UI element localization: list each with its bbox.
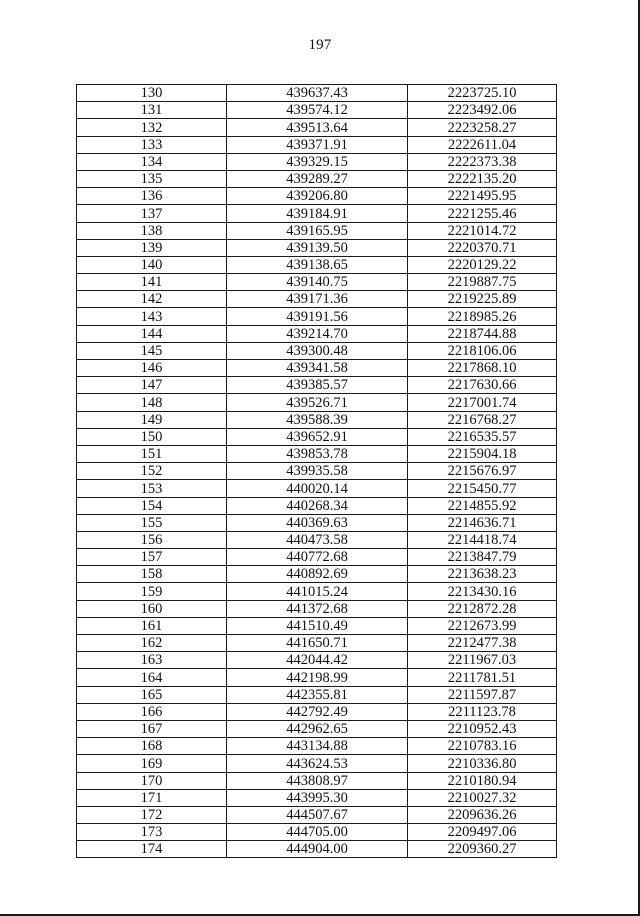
table-row xyxy=(77,841,557,858)
x-coordinate-cell: 443624.53 xyxy=(227,755,408,772)
y-coordinate-cell: 2223725.10 xyxy=(408,85,557,102)
table-row xyxy=(77,789,557,806)
x-coordinate-cell: 442044.42 xyxy=(227,652,408,669)
y-coordinate-cell: 2213847.79 xyxy=(408,549,557,566)
y-coordinate-cell: 2218744.88 xyxy=(408,325,557,342)
point-number-cell: 157 xyxy=(77,549,227,566)
y-coordinate-cell: 2220129.22 xyxy=(408,256,557,273)
table-row xyxy=(77,136,557,153)
y-coordinate-cell: 2215904.18 xyxy=(408,445,557,462)
y-coordinate-cell: 2213430.16 xyxy=(408,583,557,600)
point-number-cell: 152 xyxy=(77,463,227,480)
y-coordinate-cell: 2214855.92 xyxy=(408,497,557,514)
table-row xyxy=(77,188,557,205)
y-coordinate-cell: 2217630.66 xyxy=(408,377,557,394)
point-number-cell: 150 xyxy=(77,428,227,445)
x-coordinate-cell: 440020.14 xyxy=(227,480,408,497)
point-number-cell: 140 xyxy=(77,256,227,273)
point-number-cell: 160 xyxy=(77,600,227,617)
x-coordinate-cell: 439171.36 xyxy=(227,291,408,308)
table-row xyxy=(77,652,557,669)
table-row xyxy=(77,170,557,187)
x-coordinate-cell: 439191.56 xyxy=(227,308,408,325)
point-number-cell: 145 xyxy=(77,342,227,359)
point-number-cell: 161 xyxy=(77,617,227,634)
x-coordinate-cell: 439289.27 xyxy=(227,170,408,187)
y-coordinate-cell: 2221255.46 xyxy=(408,205,557,222)
y-coordinate-cell: 2223492.06 xyxy=(408,102,557,119)
y-coordinate-cell: 2219887.75 xyxy=(408,274,557,291)
y-coordinate-cell: 2210336.80 xyxy=(408,755,557,772)
x-coordinate-cell: 439574.12 xyxy=(227,102,408,119)
x-coordinate-cell: 439637.43 xyxy=(227,85,408,102)
point-number-cell: 136 xyxy=(77,188,227,205)
point-number-cell: 166 xyxy=(77,703,227,720)
y-coordinate-cell: 2210180.94 xyxy=(408,772,557,789)
y-coordinate-cell: 2215676.97 xyxy=(408,463,557,480)
table-row xyxy=(77,377,557,394)
y-coordinate-cell: 2214418.74 xyxy=(408,531,557,548)
point-number-cell: 154 xyxy=(77,497,227,514)
x-coordinate-cell: 440772.68 xyxy=(227,549,408,566)
y-coordinate-cell: 2223258.27 xyxy=(408,119,557,136)
x-coordinate-cell: 439341.58 xyxy=(227,360,408,377)
y-coordinate-cell: 2216768.27 xyxy=(408,411,557,428)
y-coordinate-cell: 2218985.26 xyxy=(408,308,557,325)
point-number-cell: 143 xyxy=(77,308,227,325)
point-number-cell: 173 xyxy=(77,824,227,841)
point-number-cell: 159 xyxy=(77,583,227,600)
table-row xyxy=(77,342,557,359)
y-coordinate-cell: 2222373.38 xyxy=(408,153,557,170)
point-number-cell: 158 xyxy=(77,566,227,583)
y-coordinate-cell: 2219225.89 xyxy=(408,291,557,308)
y-coordinate-cell: 2212872.28 xyxy=(408,600,557,617)
point-number-cell: 172 xyxy=(77,806,227,823)
point-number-cell: 149 xyxy=(77,411,227,428)
x-coordinate-cell: 439206.80 xyxy=(227,188,408,205)
point-number-cell: 171 xyxy=(77,789,227,806)
x-coordinate-cell: 439140.75 xyxy=(227,274,408,291)
y-coordinate-cell: 2209497.06 xyxy=(408,824,557,841)
x-coordinate-cell: 439139.50 xyxy=(227,239,408,256)
table-row xyxy=(77,291,557,308)
y-coordinate-cell: 2221495.95 xyxy=(408,188,557,205)
table-row xyxy=(77,497,557,514)
point-number-cell: 169 xyxy=(77,755,227,772)
point-number-cell: 141 xyxy=(77,274,227,291)
point-number-cell: 130 xyxy=(77,85,227,102)
table-row xyxy=(77,755,557,772)
point-number-cell: 148 xyxy=(77,394,227,411)
y-coordinate-cell: 2210952.43 xyxy=(408,720,557,737)
x-coordinate-cell: 444507.67 xyxy=(227,806,408,823)
table-row xyxy=(77,824,557,841)
x-coordinate-cell: 441372.68 xyxy=(227,600,408,617)
point-number-cell: 155 xyxy=(77,514,227,531)
y-coordinate-cell: 2212477.38 xyxy=(408,635,557,652)
y-coordinate-cell: 2221014.72 xyxy=(408,222,557,239)
table-row xyxy=(77,445,557,462)
y-coordinate-cell: 2218106.06 xyxy=(408,342,557,359)
point-number-cell: 170 xyxy=(77,772,227,789)
point-number-cell: 164 xyxy=(77,669,227,686)
point-number-cell: 146 xyxy=(77,360,227,377)
table-row xyxy=(77,205,557,222)
y-coordinate-cell: 2209636.26 xyxy=(408,806,557,823)
y-coordinate-cell: 2211597.87 xyxy=(408,686,557,703)
x-coordinate-cell: 442355.81 xyxy=(227,686,408,703)
table-row xyxy=(77,153,557,170)
point-number-cell: 168 xyxy=(77,738,227,755)
y-coordinate-cell: 2211123.78 xyxy=(408,703,557,720)
y-coordinate-cell: 2222611.04 xyxy=(408,136,557,153)
y-coordinate-cell: 2211781.51 xyxy=(408,669,557,686)
table-row xyxy=(77,583,557,600)
x-coordinate-cell: 440369.63 xyxy=(227,514,408,531)
x-coordinate-cell: 439329.15 xyxy=(227,153,408,170)
x-coordinate-cell: 439385.57 xyxy=(227,377,408,394)
x-coordinate-cell: 444904.00 xyxy=(227,841,408,858)
point-number-cell: 133 xyxy=(77,136,227,153)
table-row xyxy=(77,635,557,652)
point-number-cell: 156 xyxy=(77,531,227,548)
y-coordinate-cell: 2222135.20 xyxy=(408,170,557,187)
x-coordinate-cell: 440473.58 xyxy=(227,531,408,548)
y-coordinate-cell: 2211967.03 xyxy=(408,652,557,669)
table-row xyxy=(77,480,557,497)
x-coordinate-cell: 439184.91 xyxy=(227,205,408,222)
x-coordinate-cell: 442792.49 xyxy=(227,703,408,720)
x-coordinate-cell: 440892.69 xyxy=(227,566,408,583)
table-row xyxy=(77,720,557,737)
x-coordinate-cell: 439513.64 xyxy=(227,119,408,136)
table-row xyxy=(77,428,557,445)
x-coordinate-cell: 439526.71 xyxy=(227,394,408,411)
table-row xyxy=(77,772,557,789)
x-coordinate-cell: 441650.71 xyxy=(227,635,408,652)
point-number-cell: 153 xyxy=(77,480,227,497)
table-row xyxy=(77,738,557,755)
table-row xyxy=(77,549,557,566)
y-coordinate-cell: 2216535.57 xyxy=(408,428,557,445)
y-coordinate-cell: 2209360.27 xyxy=(408,841,557,858)
table-row xyxy=(77,85,557,102)
table-row xyxy=(77,617,557,634)
table-row xyxy=(77,394,557,411)
x-coordinate-cell: 439935.58 xyxy=(227,463,408,480)
table-row xyxy=(77,806,557,823)
x-coordinate-cell: 441510.49 xyxy=(227,617,408,634)
y-coordinate-cell: 2215450.77 xyxy=(408,480,557,497)
point-number-cell: 163 xyxy=(77,652,227,669)
y-coordinate-cell: 2220370.71 xyxy=(408,239,557,256)
point-number-cell: 135 xyxy=(77,170,227,187)
point-number-cell: 167 xyxy=(77,720,227,737)
x-coordinate-cell: 439588.39 xyxy=(227,411,408,428)
point-number-cell: 174 xyxy=(77,841,227,858)
x-coordinate-cell: 443995.30 xyxy=(227,789,408,806)
table-row xyxy=(77,308,557,325)
x-coordinate-cell: 439165.95 xyxy=(227,222,408,239)
coordinates-table xyxy=(76,84,557,858)
y-coordinate-cell: 2217001.74 xyxy=(408,394,557,411)
point-number-cell: 162 xyxy=(77,635,227,652)
y-coordinate-cell: 2210783.16 xyxy=(408,738,557,755)
y-coordinate-cell: 2212673.99 xyxy=(408,617,557,634)
y-coordinate-cell: 2217868.10 xyxy=(408,360,557,377)
x-coordinate-cell: 439138.65 xyxy=(227,256,408,273)
x-coordinate-cell: 439853.78 xyxy=(227,445,408,462)
x-coordinate-cell: 443134.88 xyxy=(227,738,408,755)
point-number-cell: 137 xyxy=(77,205,227,222)
point-number-cell: 132 xyxy=(77,119,227,136)
point-number-cell: 138 xyxy=(77,222,227,239)
table-row xyxy=(77,669,557,686)
table-row xyxy=(77,531,557,548)
table-row xyxy=(77,239,557,256)
point-number-cell: 131 xyxy=(77,102,227,119)
x-coordinate-cell: 444705.00 xyxy=(227,824,408,841)
point-number-cell: 134 xyxy=(77,153,227,170)
table-row xyxy=(77,686,557,703)
table-row xyxy=(77,514,557,531)
x-coordinate-cell: 442962.65 xyxy=(227,720,408,737)
table-row xyxy=(77,274,557,291)
table-row xyxy=(77,566,557,583)
coordinates-table-body xyxy=(77,85,557,858)
table-row xyxy=(77,411,557,428)
table-row xyxy=(77,102,557,119)
x-coordinate-cell: 441015.24 xyxy=(227,583,408,600)
x-coordinate-cell: 439371.91 xyxy=(227,136,408,153)
table-row xyxy=(77,600,557,617)
x-coordinate-cell: 442198.99 xyxy=(227,669,408,686)
y-coordinate-cell: 2214636.71 xyxy=(408,514,557,531)
point-number-cell: 139 xyxy=(77,239,227,256)
table-row xyxy=(77,703,557,720)
page-number: 197 xyxy=(308,37,332,53)
point-number-cell: 151 xyxy=(77,445,227,462)
x-coordinate-cell: 440268.34 xyxy=(227,497,408,514)
point-number-cell: 142 xyxy=(77,291,227,308)
x-coordinate-cell: 439300.48 xyxy=(227,342,408,359)
table-row xyxy=(77,256,557,273)
y-coordinate-cell: 2210027.32 xyxy=(408,789,557,806)
y-coordinate-cell: 2213638.23 xyxy=(408,566,557,583)
x-coordinate-cell: 443808.97 xyxy=(227,772,408,789)
point-number-cell: 144 xyxy=(77,325,227,342)
table-row xyxy=(77,360,557,377)
point-number-cell: 147 xyxy=(77,377,227,394)
table-row xyxy=(77,119,557,136)
table-row xyxy=(77,463,557,480)
x-coordinate-cell: 439214.70 xyxy=(227,325,408,342)
table-row xyxy=(77,222,557,239)
table-row xyxy=(77,325,557,342)
x-coordinate-cell: 439652.91 xyxy=(227,428,408,445)
point-number-cell: 165 xyxy=(77,686,227,703)
